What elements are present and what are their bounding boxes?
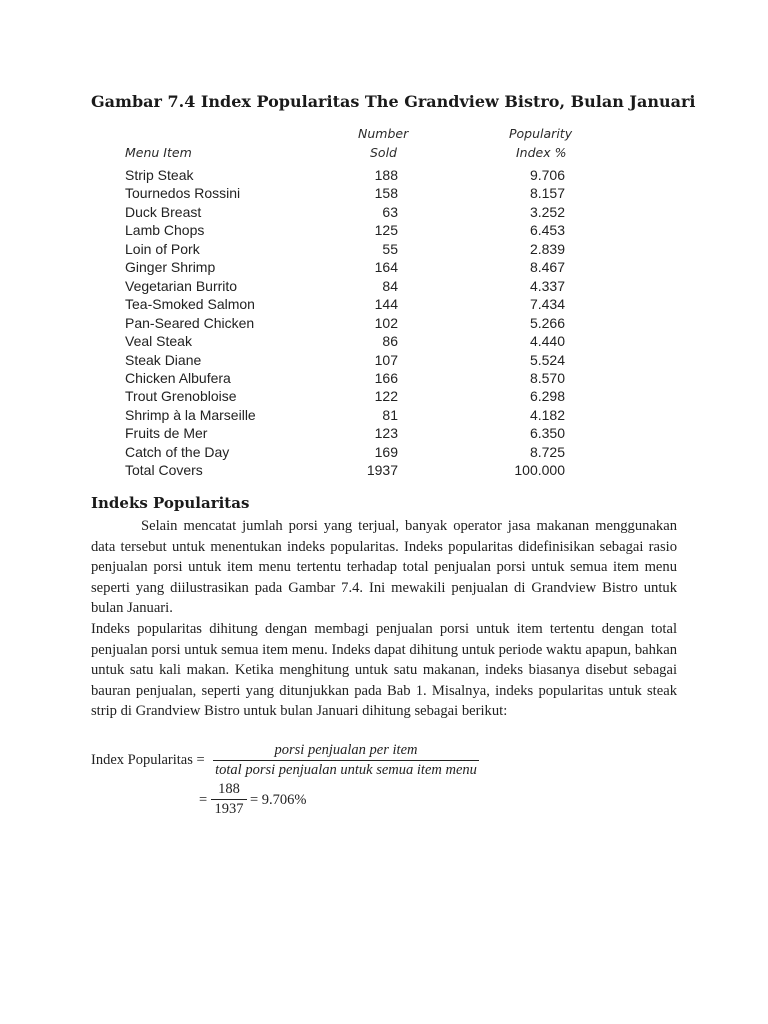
cell-popularity-index: 5.266 [529, 314, 565, 331]
table-row [125, 370, 585, 388]
cell-menu-item: Tea-Smoked Salmon [125, 296, 255, 313]
cell-popularity-index: 7.434 [529, 296, 565, 313]
header-index: Index % [516, 145, 567, 160]
table-row [125, 352, 585, 370]
cell-popularity-index: 100.000 [514, 462, 565, 479]
cell-number-sold: 55 [382, 240, 398, 257]
cell-menu-item: Loin of Pork [125, 240, 200, 257]
section-heading: Indeks Popularitas [91, 494, 250, 512]
table-row [125, 296, 585, 314]
paragraph-2: Indeks popularitas dihitung dengan membagi penjualan porsi untuk item tertentu dengan total penjualan porsi untuk semua item menu. Indeks dapat dihitung untuk periode waktu apapun, bahkan untuk satu kali makan. Ketika menghitung untuk satu makanan, indeks biasanya disebut sebagai bauran penjualan, seperti yang ditunjukkan pada Bab 1. Misalnya, indeks popularitas untuk steak strip di Grandview Bistro untuk bulan Januari dihitung sebagai berikut: [91, 621, 677, 720]
table-row [125, 388, 585, 406]
cell-number-sold: 86 [382, 333, 398, 350]
cell-popularity-index: 8.725 [529, 443, 565, 460]
cell-number-sold: 166 [374, 369, 398, 386]
table-row [125, 204, 585, 222]
table-row [125, 425, 585, 443]
fraction-numerator-2: 188 [218, 781, 240, 797]
figure-title: Gambar 7.4 Index Popularitas The Grandview Bistro, Bulan Januari [91, 92, 696, 111]
table-row [125, 259, 585, 277]
cell-popularity-index: 8.467 [529, 259, 565, 276]
table-row [125, 333, 585, 351]
formula-denominator: total porsi penjualan untuk semua item menu [215, 762, 477, 778]
header-popularity: Popularity [509, 126, 573, 141]
cell-menu-item: Trout Grenobloise [125, 388, 237, 405]
cell-menu-item: Vegetarian Burrito [125, 277, 238, 294]
cell-popularity-index: 4.182 [529, 406, 565, 423]
cell-menu-item: Catch of the Day [125, 443, 230, 460]
cell-menu-item: Ginger Shrimp [125, 259, 216, 276]
cell-number-sold: 63 [382, 203, 398, 220]
cell-menu-item: Total Covers [125, 462, 203, 479]
cell-menu-item: Tournedos Rossini [125, 185, 241, 202]
table-row [125, 407, 585, 425]
table-row [125, 167, 585, 185]
cell-menu-item: Strip Steak [125, 167, 194, 183]
cell-menu-item: Shrimp à la Marseille [125, 406, 256, 423]
cell-popularity-index: 2.839 [529, 240, 565, 257]
formula-equals: = [199, 792, 208, 808]
cell-menu-item: Chicken Albufera [125, 369, 231, 386]
table-row [125, 315, 585, 333]
table-row [125, 241, 585, 259]
cell-number-sold: 188 [374, 167, 398, 183]
cell-number-sold: 158 [374, 185, 398, 202]
header-number: Number [358, 126, 409, 141]
cell-menu-item: Veal Steak [125, 333, 192, 350]
cell-menu-item: Pan-Seared Chicken [125, 314, 255, 331]
table-row [125, 185, 585, 203]
cell-number-sold: 125 [374, 222, 398, 239]
table-row [125, 278, 585, 296]
cell-popularity-index: 5.524 [529, 351, 565, 368]
fraction-bar-2 [211, 799, 247, 800]
cell-number-sold: 107 [374, 351, 398, 368]
cell-popularity-index: 8.570 [529, 369, 565, 386]
header-sold: Sold [370, 145, 397, 160]
cell-number-sold: 144 [374, 296, 398, 313]
formula-fraction [213, 742, 479, 779]
table-row [125, 444, 585, 462]
cell-number-sold: 123 [374, 425, 398, 442]
header-menu-item: Menu Item [125, 145, 192, 160]
table-row [125, 222, 585, 240]
cell-popularity-index: 4.440 [529, 333, 565, 350]
fraction-denominator-2: 1937 [214, 801, 244, 817]
cell-number-sold: 169 [374, 443, 398, 460]
cell-number-sold: 84 [382, 277, 398, 294]
formula-fraction-2 [211, 781, 247, 818]
cell-popularity-index: 3.252 [529, 203, 565, 220]
cell-number-sold: 164 [374, 259, 398, 276]
cell-number-sold: 81 [382, 406, 398, 423]
cell-popularity-index: 6.350 [529, 425, 565, 442]
cell-number-sold: 102 [374, 314, 398, 331]
cell-number-sold: 122 [374, 388, 398, 405]
cell-menu-item: Steak Diane [125, 351, 202, 368]
fraction-bar [213, 760, 479, 761]
paragraph-1: Selain mencatat jumlah porsi yang terjual, banyak operator jasa makanan menggunakan data tersebut untuk menentukan indeks popularitas. Indeks popularitas didefinisikan sebagai rasio penjualan porsi untuk item menu tertentu terhadap total penjualan porsi untuk semua item menu seperti yang diilustrasikan pada Gambar 7.4. Ini mewakili penjualan di Grandview Bistro untuk bulan Januari. [91, 518, 677, 617]
cell-popularity-index: 4.337 [529, 277, 565, 294]
formula-lhs: Index Popularitas = [91, 752, 205, 768]
cell-popularity-index: 6.453 [529, 222, 565, 239]
cell-number-sold: 1937 [366, 462, 398, 479]
formula-numerator: porsi penjualan per item [274, 742, 418, 758]
cell-popularity-index: 6.298 [529, 388, 565, 405]
formula-result: = 9.706% [250, 792, 307, 808]
cell-popularity-index: 8.157 [529, 185, 565, 202]
cell-menu-item: Fruits de Mer [125, 425, 208, 442]
cell-menu-item: Duck Breast [125, 203, 202, 220]
cell-popularity-index: 9.706 [529, 167, 565, 183]
table-total-row [125, 462, 585, 480]
cell-menu-item: Lamb Chops [125, 222, 205, 239]
